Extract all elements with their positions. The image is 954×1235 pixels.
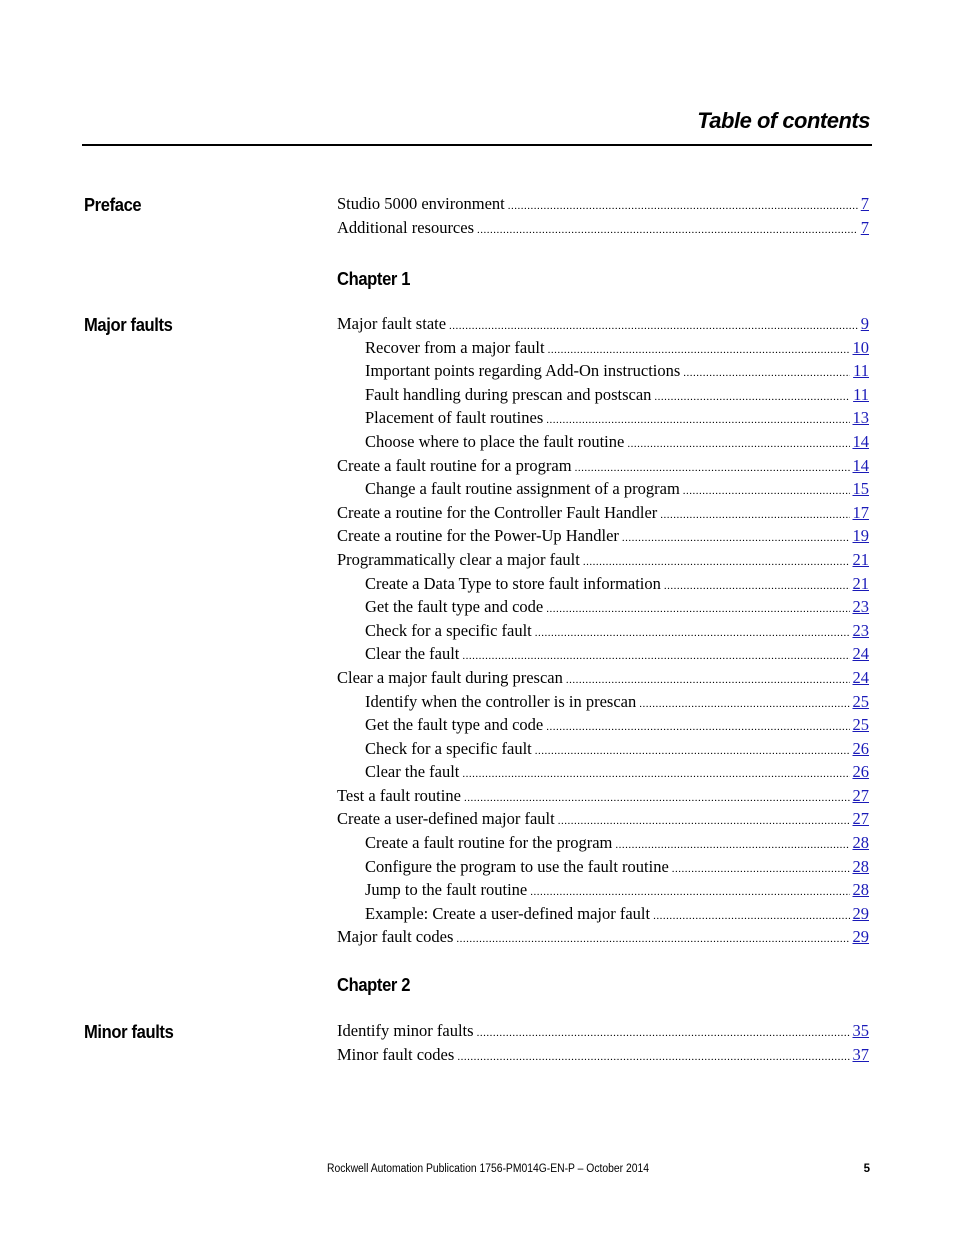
dot-leader bbox=[546, 716, 849, 740]
toc-page-link[interactable]: 21 bbox=[852, 549, 869, 569]
toc-entry-title: Choose where to place the fault routine bbox=[365, 431, 625, 451]
toc-entry bbox=[337, 595, 869, 619]
toc-entry bbox=[337, 501, 869, 525]
toc-entry bbox=[337, 878, 869, 902]
toc-page-link[interactable]: 10 bbox=[852, 337, 869, 357]
toc-page-link[interactable]: 27 bbox=[852, 809, 869, 829]
dot-leader bbox=[672, 858, 850, 882]
toc-page-link[interactable]: 7 bbox=[860, 194, 869, 213]
toc-entry-title: Get the fault type and code bbox=[365, 597, 544, 617]
chapter-label-1: Chapter 1 bbox=[337, 269, 411, 289]
toc-entry bbox=[337, 784, 869, 808]
section-heading-minor-faults: Minor faults bbox=[84, 1022, 174, 1042]
dot-leader bbox=[477, 219, 858, 243]
toc-entry bbox=[337, 855, 869, 879]
toc-entry-title: Configure the program to use the fault routine bbox=[365, 856, 669, 876]
footer-publication: Rockwell Automation Publication 1756-PM014G-EN-P – October 2014 bbox=[327, 1163, 649, 1175]
toc-entry-title: Additional resources bbox=[337, 217, 475, 237]
toc-page-link[interactable]: 26 bbox=[852, 738, 869, 758]
toc-page-link[interactable]: 17 bbox=[852, 502, 869, 522]
toc-entry bbox=[337, 524, 869, 548]
toc-entry bbox=[337, 430, 869, 454]
toc-entry-title: Check for a specific fault bbox=[365, 620, 532, 640]
toc-entry-title: Create a user-defined major fault bbox=[337, 809, 555, 829]
toc-page-link[interactable]: 27 bbox=[852, 785, 869, 805]
toc-entry-title: Get the fault type and code bbox=[365, 715, 544, 735]
toc-page-link[interactable]: 28 bbox=[852, 833, 869, 853]
toc-page-link[interactable]: 13 bbox=[852, 408, 869, 428]
dot-leader bbox=[456, 928, 849, 952]
toc-entry-title: Fault handling during prescan and postscan bbox=[365, 384, 652, 404]
dot-leader bbox=[639, 693, 849, 717]
toc-page-link[interactable]: 23 bbox=[852, 620, 869, 640]
dot-leader bbox=[627, 433, 849, 457]
dot-leader bbox=[535, 740, 850, 764]
toc-entry-title: Studio 5000 environment bbox=[337, 194, 505, 213]
page-title: Table of contents bbox=[697, 108, 870, 133]
dot-leader bbox=[660, 504, 849, 528]
toc-entry bbox=[337, 642, 869, 666]
toc-entry bbox=[337, 807, 869, 831]
toc-entry-title: Create a fault routine for a program bbox=[337, 455, 572, 475]
toc-entry-title: Create a routine for the Controller Fault Handler bbox=[337, 502, 658, 522]
toc-entry bbox=[337, 1019, 869, 1043]
toc-page-link[interactable]: 28 bbox=[852, 856, 869, 876]
toc-entry bbox=[337, 713, 869, 737]
footer-page-number: 5 bbox=[863, 1163, 870, 1175]
toc-page-link[interactable]: 9 bbox=[860, 314, 869, 333]
toc-page-link[interactable]: 7 bbox=[860, 217, 869, 237]
toc-block-preface bbox=[337, 192, 869, 239]
section-heading-major-faults: Major faults bbox=[84, 315, 173, 335]
toc-page-link[interactable]: 25 bbox=[852, 691, 869, 711]
toc-page-link[interactable]: 25 bbox=[852, 715, 869, 735]
toc-entry bbox=[337, 548, 869, 572]
toc-page-link[interactable]: 14 bbox=[852, 431, 869, 451]
toc-page-link[interactable]: 37 bbox=[852, 1044, 869, 1064]
toc-entry bbox=[337, 690, 869, 714]
toc-entry bbox=[337, 572, 869, 596]
toc-entry bbox=[337, 192, 869, 216]
dot-leader bbox=[508, 195, 858, 219]
toc-entry bbox=[337, 1043, 869, 1067]
toc-entry bbox=[337, 454, 869, 478]
toc-page-link[interactable]: 19 bbox=[852, 526, 869, 546]
toc-entry bbox=[337, 477, 869, 501]
toc-entry-title: Major fault state bbox=[337, 314, 447, 333]
toc-entry-title: Change a fault routine assignment of a program bbox=[365, 479, 680, 499]
toc-entry-title: Jump to the fault routine bbox=[365, 880, 528, 900]
toc-entry bbox=[337, 359, 869, 383]
dot-leader bbox=[664, 575, 850, 599]
toc-entry-title: Clear a major fault during prescan bbox=[337, 667, 563, 687]
toc-entry bbox=[337, 216, 869, 240]
toc-entry-title: Identify minor faults bbox=[337, 1021, 474, 1040]
toc-page-link[interactable]: 29 bbox=[852, 903, 869, 923]
toc-entry-title: Important points regarding Add-On instructions bbox=[365, 361, 681, 381]
dot-leader bbox=[653, 905, 849, 929]
dot-leader bbox=[546, 598, 849, 622]
dot-leader bbox=[462, 763, 849, 787]
toc-entry-title: Placement of fault routines bbox=[365, 408, 544, 428]
toc-entry bbox=[337, 619, 869, 643]
dot-leader bbox=[535, 622, 850, 646]
toc-entry-title: Create a fault routine for the program bbox=[365, 833, 613, 853]
chapter-label-2: Chapter 2 bbox=[337, 975, 411, 995]
dot-leader bbox=[654, 386, 850, 410]
section-heading-preface: Preface bbox=[84, 195, 142, 215]
toc-entry bbox=[337, 925, 869, 949]
toc-page-link[interactable]: 23 bbox=[852, 597, 869, 617]
toc-entry-title: Clear the fault bbox=[365, 644, 460, 664]
toc-entry bbox=[337, 406, 869, 430]
toc-page-link[interactable]: 26 bbox=[852, 762, 869, 782]
toc-entry-title: Create a routine for the Power-Up Handler bbox=[337, 526, 619, 546]
dot-leader bbox=[683, 480, 850, 504]
toc-page-link[interactable]: 24 bbox=[852, 667, 869, 687]
toc-entry bbox=[337, 831, 869, 855]
toc-page-link[interactable]: 35 bbox=[852, 1021, 869, 1040]
toc-entry-title: Check for a specific fault bbox=[365, 738, 532, 758]
toc-page-link[interactable]: 11 bbox=[853, 361, 869, 381]
toc-entry bbox=[337, 666, 869, 690]
toc-page-link[interactable]: 15 bbox=[852, 479, 869, 499]
toc-entry-title: Minor fault codes bbox=[337, 1044, 455, 1064]
toc-entry-title: Create a Data Type to store fault information bbox=[365, 573, 661, 593]
toc-entry-title: Example: Create a user-defined major fault bbox=[365, 903, 651, 923]
dot-leader bbox=[457, 1046, 849, 1070]
toc-entry bbox=[337, 737, 869, 761]
toc-page-link[interactable]: 28 bbox=[852, 880, 869, 900]
toc-entry bbox=[337, 312, 869, 336]
title-divider bbox=[82, 144, 872, 146]
dot-leader bbox=[683, 362, 850, 386]
toc-entry-title: Clear the fault bbox=[365, 762, 460, 782]
toc-page-link[interactable]: 24 bbox=[852, 644, 869, 664]
dot-leader bbox=[622, 527, 850, 551]
toc-entry bbox=[337, 383, 869, 407]
toc-page-link[interactable]: 14 bbox=[852, 455, 869, 475]
toc-page-link[interactable]: 11 bbox=[853, 384, 869, 404]
toc-entry-title: Major fault codes bbox=[337, 927, 454, 947]
toc-block-major-faults bbox=[337, 312, 869, 949]
toc-entry bbox=[337, 760, 869, 784]
toc-page-link[interactable]: 29 bbox=[852, 927, 869, 947]
dot-leader bbox=[477, 1022, 850, 1046]
toc-block-minor-faults bbox=[337, 1019, 869, 1066]
toc-entry bbox=[337, 902, 869, 926]
toc-entry-title: Programmatically clear a major fault bbox=[337, 549, 580, 569]
toc-entry bbox=[337, 336, 869, 360]
toc-entry-title: Test a fault routine bbox=[337, 785, 461, 805]
toc-entry-title: Identify when the controller is in prescan bbox=[365, 691, 637, 711]
toc-entry-title: Recover from a major fault bbox=[365, 337, 545, 357]
toc-page-link[interactable]: 21 bbox=[852, 573, 869, 593]
